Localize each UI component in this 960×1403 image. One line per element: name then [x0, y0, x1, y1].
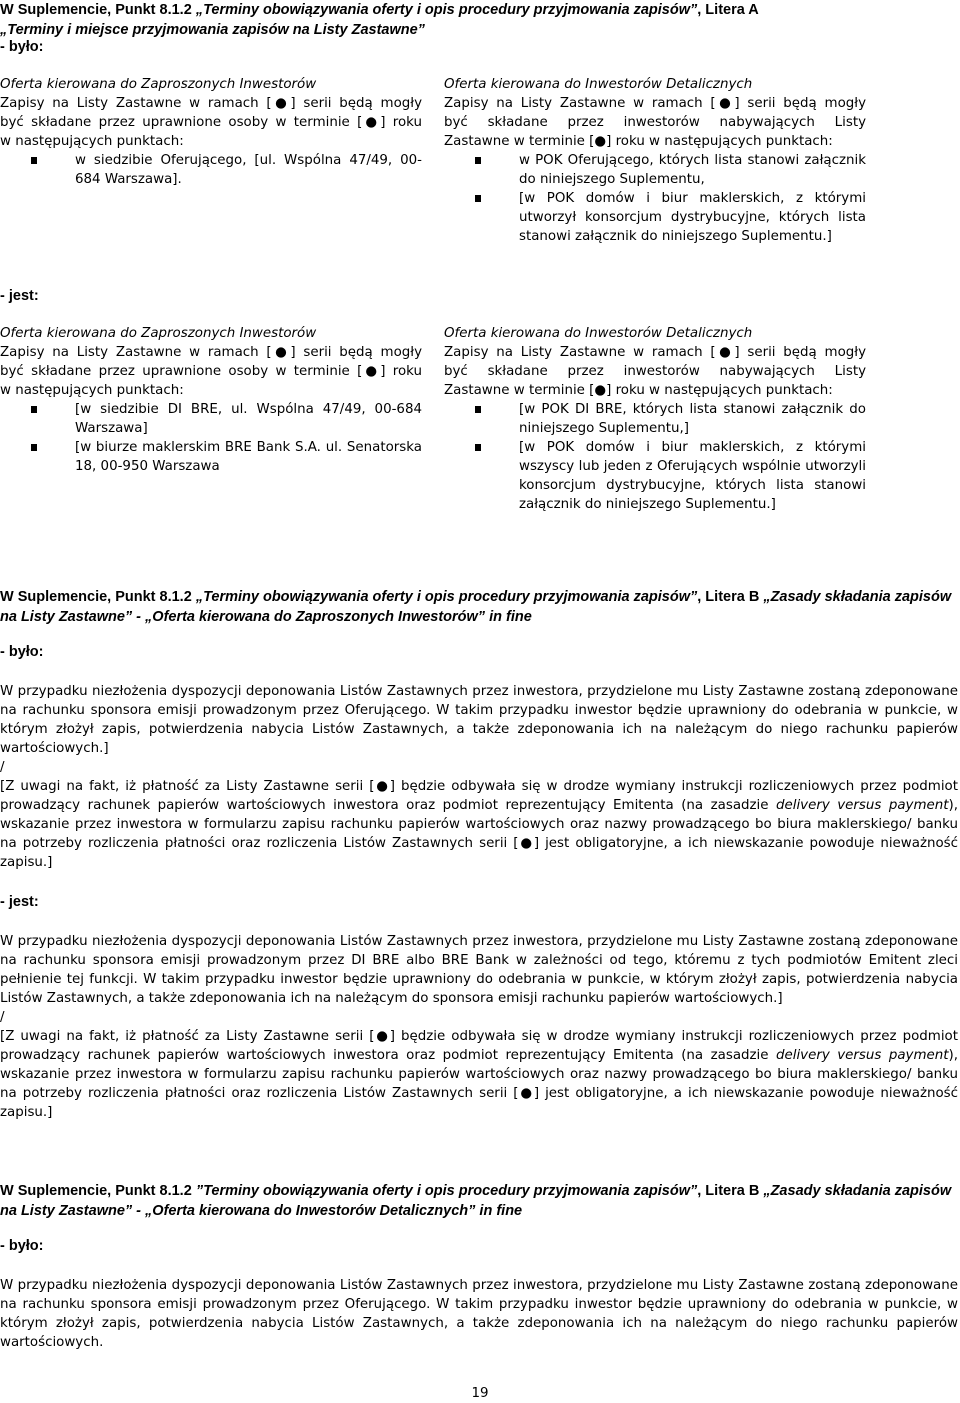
heading-litera: , Litera B	[697, 589, 764, 605]
label-jest: - jest:	[0, 288, 39, 304]
bullet-icon	[475, 157, 481, 164]
column-detaliczni-bylo	[444, 75, 866, 246]
paragraph-line: Zapisy na Listy Zastawne w ramach [●] serii będą mogły	[444, 96, 866, 111]
bullet-icon	[31, 406, 37, 413]
bullet-icon	[475, 406, 481, 413]
section-heading-b	[0, 587, 958, 627]
column-zaproszeni-bylo	[0, 75, 422, 189]
paragraph-line: Zapisy na Listy Zastawne w ramach [●] serii będą mogły	[444, 345, 866, 360]
heading-title: „Terminy obowiązywania oferty i opis procedury przyjmowania zapisów”	[195, 589, 698, 605]
heading-subtitle: „Terminy i miejsce przyjmowania zapisów na Listy Zastawne”	[0, 22, 425, 38]
heading-subtitle: „Zasady składania zapisów na Listy Zastawne” - „Oferta kierowana do Zaproszonych Inwestorów” in fine	[0, 589, 952, 625]
bullet-icon	[31, 444, 37, 451]
heading-lead: W Suplemencie, Punkt 8.1.2	[0, 2, 196, 18]
separator-slash: /	[0, 760, 5, 775]
paragraph-line: być składane przez uprawnione osoby w terminie [●] roku	[0, 364, 422, 379]
paragraph-line: być składane przez uprawnione osoby w terminie [●] roku	[0, 115, 422, 130]
paragraph: W przypadku niezłożenia dyspozycji deponowania Listów Zastawnych przez inwestora, przydzielone mu Listy Zastawne zostaną zdeponowane na rachunku sponsora emisji prowadzonym przez Oferującego. W takim przypadku inwestor będzie uprawniony do odebrania w punkcie, w którym złożył zapis, potwierdzenia nabycia Listów Zastawnych, a także zdeponowania ich na należącym do niego rachunku papierów wartościowych.	[0, 1278, 958, 1350]
paragraph-block-b-bylo	[0, 682, 958, 872]
column-zaproszeni-jest	[0, 324, 422, 476]
list-item: [w biurze maklerskim BRE Bank S.A. ul. Senatorska 18, 00-950 Warszawa	[0, 438, 422, 476]
column-detaliczni-jest	[444, 324, 866, 514]
label-jest: - jest:	[0, 894, 39, 910]
paragraph-line: w następujących punktach:	[0, 134, 184, 149]
page-number: 19	[471, 1386, 489, 1401]
paragraph-block-c-bylo	[0, 1276, 958, 1352]
list-item: [w POK domów i biur maklerskich, z którymi wszyscy lub jeden z Oferujących wspólnie utworzyli konsorcjum dystrybucyjne, których lista stanowi załącznik do niniejszego Suplementu.]	[444, 438, 866, 514]
label-bylo: - było:	[0, 644, 44, 660]
paragraph: W przypadku niezłożenia dyspozycji deponowania Listów Zastawnych przez inwestora, przydzielone mu Listy Zastawne zostaną zdeponowane na rachunku sponsora emisji prowadzonym przez DI BRE albo BRE Bank w zależności od tego, któremu z tych podmiotów Emitent zleci pełnienie tej funkcji. W takim przypadku inwestor będzie uprawniony do odebrania w punkcie, w którym złożył zapis, potwierdzenia nabycia Listów Zastawnych, a także zdeponowania ich na należącym do sponsora emisji rachunku papierów wartościowych.]	[0, 934, 958, 1006]
heading-title: ”Terminy obowiązywania oferty i opis procedury przyjmowania zapisów”	[195, 1183, 698, 1199]
paragraph-line: Zastawne w terminie [●] roku w następujących punktach:	[444, 134, 833, 149]
label-bylo: - było:	[0, 39, 44, 55]
paragraph: [Z uwagi na fakt, iż płatność za Listy Zastawne serii [●] będzie odbywała się w drodze wymiany instrukcji rozliczeniowych przez podmiot prowadzący rachunek papierów wartościowych inwestora oraz podmiot reprezentujący Emitenta (na zasadzie delivery versus payment), wskazanie przez inwestora w formularzu zapisu rachunku papierów wartościowych oraz nazwy prowadzącego bo biura maklerskiego/ banku na potrzeby rozliczenia płatności oraz rozliczenia Listów Zastawnych serii [●] jest obligatoryjne, a ich niewskazanie powoduje nieważność zapisu.]	[0, 1029, 958, 1120]
paragraph-line: Zastawne w terminie [●] roku w następujących punktach:	[444, 383, 833, 398]
heading-lead: W Suplemencie, Punkt 8.1.2	[0, 1183, 196, 1199]
heading-lead: W Suplemencie, Punkt 8.1.2	[0, 589, 196, 605]
list-item: w siedzibie Oferującego, [ul. Wspólna 47/49, 00-684 Warszawa].	[0, 151, 422, 189]
list-item: [w POK domów i biur maklerskich, z którymi utworzył konsorcjum dystrybucyjne, których lista stanowi załącznik do niniejszego Suplementu.]	[444, 189, 866, 246]
paragraph-block-b-jest	[0, 932, 958, 1122]
paragraph-line: Zapisy na Listy Zastawne w ramach [●] serii będą mogły	[0, 96, 422, 111]
heading-litera: , Litera B	[697, 1183, 764, 1199]
column-heading: Oferta kierowana do Zaproszonych Inwestorów	[0, 326, 317, 341]
bullet-icon	[31, 157, 37, 164]
paragraph: W przypadku niezłożenia dyspozycji deponowania Listów Zastawnych przez inwestora, przydzielone mu Listy Zastawne zostaną zdeponowane na rachunku sponsora emisji prowadzonym przez Oferującego. W takim przypadku inwestor będzie uprawniony do odebrania w punkcie, w którym złożył zapis, potwierdzenia nabycia Listów Zastawnych, a także zdeponowania ich na należącym do niego rachunku papierów wartościowych.]	[0, 684, 958, 756]
section-heading-a	[0, 0, 958, 40]
paragraph-line: być składane przez inwestorów nabywających Listy	[444, 364, 866, 379]
heading-litera: , Litera A	[697, 2, 759, 18]
column-heading: Oferta kierowana do Inwestorów Detalicznych	[444, 77, 753, 92]
bullet-icon	[475, 444, 481, 451]
heading-subtitle: „Zasady składania zapisów na Listy Zastawne” - „Oferta kierowana do Inwestorów Detalicznych” in fine	[0, 1183, 952, 1219]
paragraph-line: Zapisy na Listy Zastawne w ramach [●] serii będą mogły	[0, 345, 422, 360]
bullet-icon	[475, 195, 481, 202]
paragraph-line: być składane przez inwestorów nabywających Listy	[444, 115, 866, 130]
list-item: [w POK DI BRE, których lista stanowi załącznik do niniejszego Suplementu,]	[444, 400, 866, 438]
label-bylo: - było:	[0, 1238, 44, 1254]
paragraph-line: w następujących punktach:	[0, 383, 184, 398]
heading-title: „Terminy obowiązywania oferty i opis procedury przyjmowania zapisów”	[195, 2, 698, 18]
list-item: [w siedzibie DI BRE, ul. Wspólna 47/49, 00-684 Warszawa]	[0, 400, 422, 438]
section-heading-c	[0, 1181, 958, 1221]
separator-slash: /	[0, 1010, 5, 1025]
paragraph: [Z uwagi na fakt, iż płatność za Listy Zastawne serii [●] będzie odbywała się w drodze wymiany instrukcji rozliczeniowych przez podmiot prowadzący rachunek papierów wartościowych inwestora oraz podmiot reprezentujący Emitenta (na zasadzie delivery versus payment), wskazanie przez inwestora w formularzu zapisu rachunku papierów wartościowych oraz nazwy prowadzącego bo biura maklerskiego/ banku na potrzeby rozliczenia płatności oraz rozliczenia Listów Zastawnych serii [●] jest obligatoryjne, a ich niewskazanie powoduje nieważność zapisu.]	[0, 779, 958, 870]
list-item: w POK Oferującego, których lista stanowi załącznik do niniejszego Suplementu,	[444, 151, 866, 189]
column-heading: Oferta kierowana do Inwestorów Detalicznych	[444, 326, 753, 341]
column-heading: Oferta kierowana do Zaproszonych Inwestorów	[0, 77, 317, 92]
